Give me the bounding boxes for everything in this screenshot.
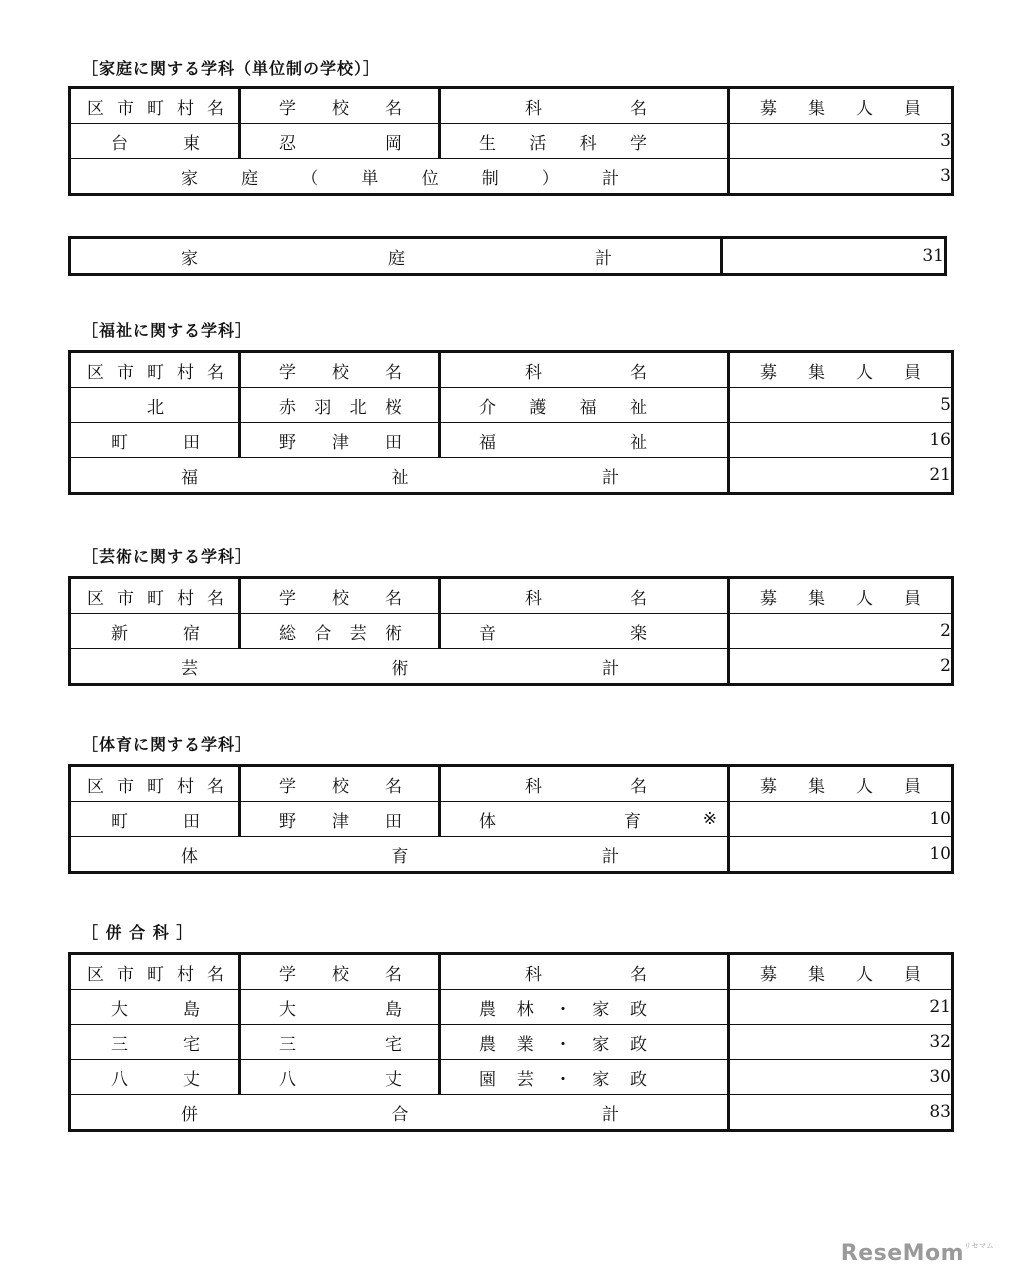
dept-text: 農 林 ・ 家 政 <box>479 999 647 1020</box>
dept-text: 音 楽 <box>479 623 647 644</box>
total-count-text: 83 <box>929 1102 951 1122</box>
header-area-text: 区 市 町 村 名 <box>87 776 224 797</box>
enrollment-table <box>68 86 954 196</box>
header-school-text: 学 校 名 <box>279 964 402 985</box>
header-school-text: 学 校 名 <box>279 362 402 383</box>
school-cell <box>240 990 440 1025</box>
school-cell <box>240 1060 440 1095</box>
total-label-cell <box>70 458 729 494</box>
enrollment-table <box>68 350 954 495</box>
header-dept-text: 科 名 <box>525 362 647 383</box>
header-area <box>70 352 240 388</box>
count-cell <box>729 1025 953 1060</box>
dept-text: 福 祉 <box>479 432 647 453</box>
enrollment-table <box>68 952 954 1132</box>
total-row <box>70 1095 953 1131</box>
total-count-cell <box>729 458 953 494</box>
area-text: 台 東 <box>111 133 200 154</box>
count-text: 10 <box>929 809 951 829</box>
dept-text: 園 芸 ・ 家 政 <box>479 1069 647 1090</box>
school-cell <box>240 124 440 159</box>
count-text: 21 <box>929 997 951 1017</box>
header-count <box>729 578 953 614</box>
header-dept-text: 科 名 <box>525 588 647 609</box>
table-header-row <box>70 88 953 124</box>
table-row <box>70 388 953 423</box>
header-area <box>70 954 240 990</box>
school-text: 野 津 田 <box>279 432 402 453</box>
header-school-text: 学 校 名 <box>279 776 402 797</box>
total-label: 体 育 計 <box>181 846 619 867</box>
header-school <box>240 352 440 388</box>
total-label: 家 庭 計 <box>181 248 612 269</box>
school-text: 忍 岡 <box>279 133 402 154</box>
header-count <box>729 954 953 990</box>
total-label: 福 祉 計 <box>181 467 619 488</box>
header-area <box>70 88 240 124</box>
table-row <box>70 1060 953 1095</box>
section-title: ［ 併 合 科 ］ <box>82 923 194 942</box>
total-count-cell <box>729 837 953 873</box>
total-count-text: 31 <box>922 246 944 266</box>
table-row <box>70 124 953 159</box>
resemom-logo <box>841 1241 994 1266</box>
area-cell <box>70 990 240 1025</box>
school-cell <box>240 802 440 837</box>
count-text: 2 <box>940 621 951 641</box>
school-cell <box>240 388 440 423</box>
header-count-text: 募 集 人 員 <box>760 776 921 797</box>
dept-text: 介 護 福 祉 <box>479 397 647 418</box>
header-area-text: 区 市 町 村 名 <box>87 588 224 609</box>
total-label-cell <box>70 238 722 275</box>
count-cell <box>729 423 953 458</box>
count-cell <box>729 802 953 837</box>
total-row <box>70 837 953 873</box>
area-cell <box>70 423 240 458</box>
total-count-text: 10 <box>929 844 951 864</box>
logo-tag: リセマム <box>964 1242 994 1250</box>
enrollment-table <box>68 576 954 686</box>
dept-cell <box>440 388 729 423</box>
header-dept-text: 科 名 <box>525 776 647 797</box>
header-dept <box>440 352 729 388</box>
count-text: 16 <box>929 430 951 450</box>
count-text: 32 <box>929 1032 951 1052</box>
table-header-row <box>70 766 953 802</box>
school-text: 三 宅 <box>279 1034 402 1055</box>
total-count-text: 21 <box>929 465 951 485</box>
count-cell <box>729 388 953 423</box>
section-title: ［芸術に関する学科］ <box>82 547 253 566</box>
header-dept <box>440 88 729 124</box>
count-text: 30 <box>929 1067 951 1087</box>
table-row <box>70 1025 953 1060</box>
dept-cell <box>440 614 729 649</box>
dept-cell <box>440 1060 729 1095</box>
header-area-text: 区 市 町 村 名 <box>87 362 224 383</box>
area-text: 新 宿 <box>111 623 200 644</box>
total-count-text: 2 <box>940 656 951 676</box>
section-title: ［家庭に関する学科（単位制の学校）］ <box>82 59 381 78</box>
header-school-text: 学 校 名 <box>279 588 402 609</box>
header-school <box>240 766 440 802</box>
count-cell <box>729 124 953 159</box>
area-cell <box>70 1025 240 1060</box>
total-count-text: 3 <box>940 166 951 186</box>
dept-cell <box>440 1025 729 1060</box>
header-dept <box>440 954 729 990</box>
header-area <box>70 766 240 802</box>
header-school <box>240 88 440 124</box>
total-label: 家 庭 （ 単 位 制 ） 計 <box>181 168 619 189</box>
table-row <box>70 802 953 837</box>
school-text: 大 島 <box>279 999 402 1020</box>
header-area <box>70 578 240 614</box>
total-count-cell <box>729 1095 953 1131</box>
school-cell <box>240 423 440 458</box>
section-title: ［福祉に関する学科］ <box>82 321 253 340</box>
count-cell <box>729 614 953 649</box>
header-school <box>240 578 440 614</box>
area-text: 大 島 <box>111 999 200 1020</box>
table-header-row <box>70 352 953 388</box>
area-text: 三 宅 <box>111 1034 200 1055</box>
total-table <box>68 236 947 276</box>
header-dept-text: 科 名 <box>525 98 647 119</box>
header-dept <box>440 578 729 614</box>
header-dept-text: 科 名 <box>525 964 647 985</box>
header-count-text: 募 集 人 員 <box>760 588 921 609</box>
area-text: 町 田 <box>111 811 200 832</box>
school-cell <box>240 1025 440 1060</box>
area-text: 町 田 <box>111 432 200 453</box>
note-mark: ※ <box>702 809 717 829</box>
area-cell <box>70 1060 240 1095</box>
table-header-row <box>70 954 953 990</box>
total-label-cell <box>70 1095 729 1131</box>
section-title: ［体育に関する学科］ <box>82 735 253 754</box>
total-row <box>70 458 953 494</box>
dept-cell <box>440 423 729 458</box>
area-cell <box>70 802 240 837</box>
area-cell <box>70 124 240 159</box>
header-dept <box>440 766 729 802</box>
total-label-cell <box>70 159 729 195</box>
header-count-text: 募 集 人 員 <box>760 362 921 383</box>
school-text: 総 合 芸 術 <box>279 623 402 644</box>
count-cell <box>729 990 953 1025</box>
dept-cell <box>440 124 729 159</box>
header-count <box>729 88 953 124</box>
total-label-cell <box>70 649 729 685</box>
table-row <box>70 423 953 458</box>
total-row <box>70 238 946 275</box>
area-cell <box>70 388 240 423</box>
dept-cell <box>440 990 729 1025</box>
school-text: 八 丈 <box>279 1069 402 1090</box>
area-text: 北 <box>147 397 164 418</box>
count-text: 5 <box>940 395 951 415</box>
logo-text: ReseMom <box>840 1241 965 1266</box>
dept-text: 生 活 科 学 <box>479 133 647 154</box>
header-school <box>240 954 440 990</box>
header-area-text: 区 市 町 村 名 <box>87 98 224 119</box>
dept-text: 体 育 <box>479 811 641 832</box>
header-count <box>729 352 953 388</box>
total-count-cell <box>722 238 946 275</box>
total-count-cell <box>729 649 953 685</box>
school-cell <box>240 614 440 649</box>
total-label-cell <box>70 837 729 873</box>
total-row <box>70 159 953 195</box>
area-cell <box>70 614 240 649</box>
header-count-text: 募 集 人 員 <box>760 98 921 119</box>
header-area-text: 区 市 町 村 名 <box>87 964 224 985</box>
header-school-text: 学 校 名 <box>279 98 402 119</box>
area-text: 八 丈 <box>111 1069 200 1090</box>
enrollment-table <box>68 764 954 874</box>
total-label: 芸 術 計 <box>181 658 619 679</box>
total-count-cell <box>729 159 953 195</box>
header-count-text: 募 集 人 員 <box>760 964 921 985</box>
school-text: 赤 羽 北 桜 <box>279 397 402 418</box>
header-count <box>729 766 953 802</box>
count-cell <box>729 1060 953 1095</box>
total-label: 併 合 計 <box>181 1104 619 1125</box>
table-row <box>70 614 953 649</box>
table-row <box>70 990 953 1025</box>
dept-text: 農 業 ・ 家 政 <box>479 1034 647 1055</box>
count-text: 3 <box>940 131 951 151</box>
dept-cell <box>440 802 729 837</box>
total-row <box>70 649 953 685</box>
school-text: 野 津 田 <box>279 811 402 832</box>
table-header-row <box>70 578 953 614</box>
